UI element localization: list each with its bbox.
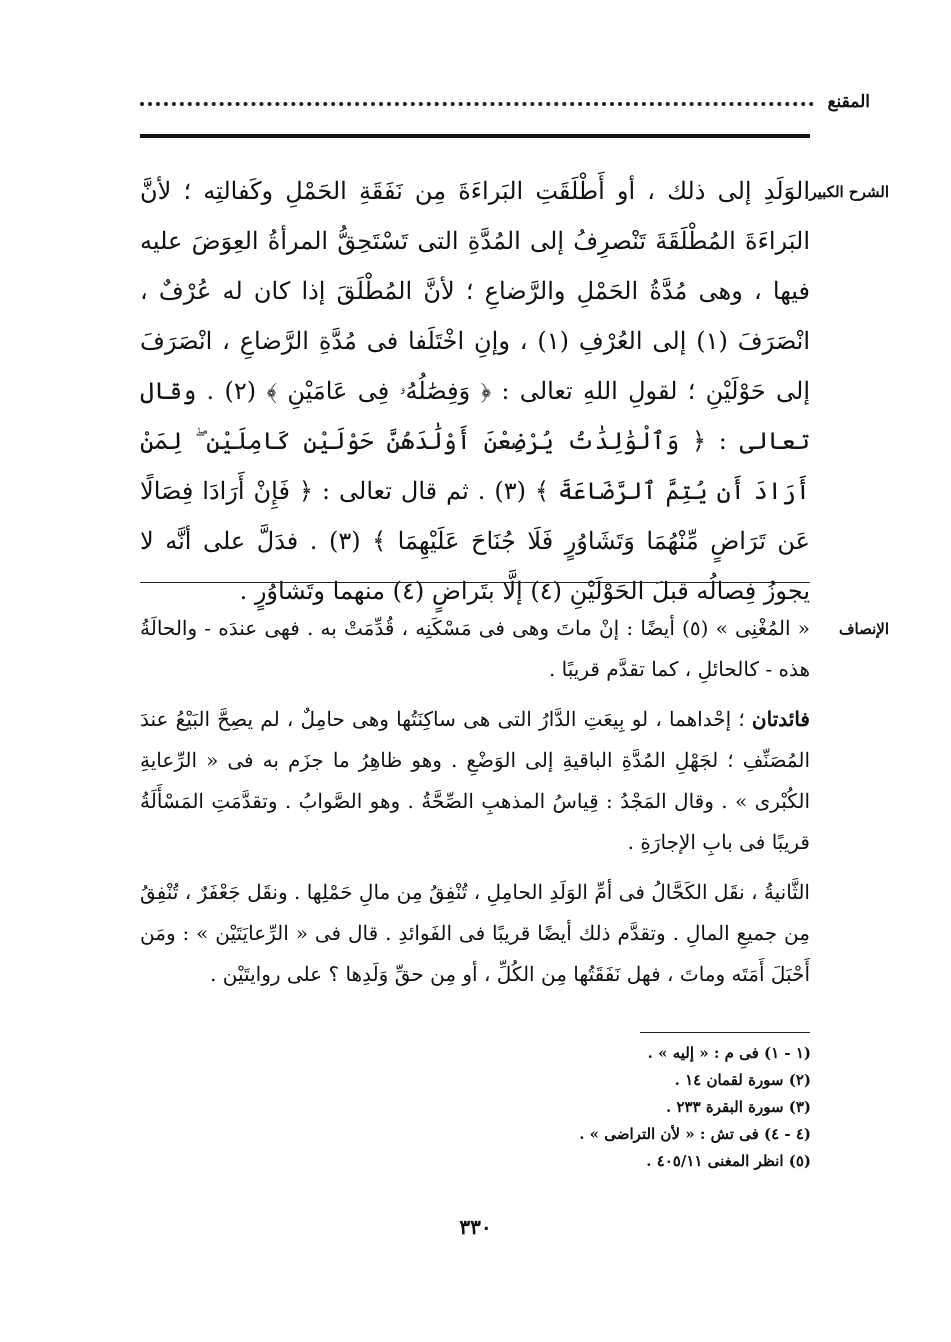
header-rule <box>140 134 810 138</box>
insaf-text-block <box>140 608 810 1004</box>
side-label-sharh: الشرح الكبير <box>809 183 889 201</box>
footnote-3: (٣) سورة البقرة ٢٣٣ . <box>666 1098 811 1116</box>
running-header <box>140 92 870 122</box>
footnote-4: (٤ - ٤) فى تش : « لأن التراضى » . <box>579 1125 811 1143</box>
insaf-paragraph-2 <box>140 699 810 863</box>
insaf-paragraph-3: الثَّانيةُ ، نقَل الكَحَّالُ فى أمِّ الوَلَدِ الحامِلِ ، تُنْفِقُ مِن مالِ حَمْلِها . ونقَل جَعْفَرٌ ، تُنْفِقُ مِن جميعِ المالِ . وتقدَّم ذلك أيضًا قريبًا فى الفَوائدِ . قال فى « الرِّعايَتَيْن » : ومَن أَحْبَلَ أَمَتَه وماتَ ، فهل نَفَقَتُها مِن الكُلِّ ، أو مِن حقِّ وَلَدِها ؟ على روايتَيْن . <box>140 880 810 986</box>
insaf-paragraph-1: « المُغْنِى » (٥) أيضًا : إنْ ماتَ وهى فى مَسْكَنِه ، قُدِّمَتْ به . فهى عندَه - والحالَةُ هذه - كالحائلِ ، كما تقدَّم قريبًا . <box>140 616 810 681</box>
footnote-1: (١ - ١) فى م : « إليه » . <box>647 1044 811 1062</box>
footnotes <box>411 1040 811 1175</box>
running-header-title: المقنع <box>827 92 870 112</box>
footnote-2: (٢) سورة لقمان ١٤ . <box>674 1071 811 1089</box>
side-label-insaf: الإنصاف <box>838 620 889 638</box>
page-number: ٣٣٠ <box>459 1215 492 1239</box>
sharh-paragraph: الوَلَدِ إلى ذلك ، أو أَطْلَقَتِ البَراءَةَ مِن نَفَقَةِ الحَمْلِ وكَفالتِه ؛ لأنَّ البَراءَةَ المُطْلَقَةَ تَنْصرِفُ إلى المُدَّةِ التى تَسْتَحِقُّ المرأةُ العِوَضَ عليه فيها ، وهى مُدَّةُ الحَمْلِ والرَّضاعِ ؛ لأنَّ المُطْلَقَ إذا كان له عُرْفٌ ، انْصَرَفَ (١) إلى العُرْفِ (١) ، وإنِ اخْتَلَفا فى مُدَّةِ الرَّضاعِ ، انْصَرَفَ إلى حَوْلَيْنِ ؛ لقولِ اللهِ تعالى : ﴿ وَفِصَٰلُهُۥ فِى عَامَيْنِ ﴾ (٢) . وقال تعالى : ﴿ وَٱلْوَٰلِدَٰتُ يُرْضِعْنَ أَوْلَٰدَهُنَّ حَوْلَيْنِ كَامِلَيْنِ ۖ لِمَنْ أَرَادَ أَن يُتِمَّ ٱلرَّضَاعَةَ ﴾ (٣) . ثم قال تعالى : ﴿ فَإِنْ أَرَادَا فِصَالًا عَن تَرَاضٍ مِّنْهُمَا وَتَشَاوُرٍ فَلَا جُنَاحَ عَلَيْهِمَا ﴾ (٣) . فدَلَّ على أنَّه لا يجوزُ فِصالُه قبلَ الحَوْلَيْنِ (٤) إلَّا بتَراضٍ (٤) منهما وتَشاوُرٍ . <box>140 177 810 605</box>
insaf-paragraph-2-body: ؛ إحْداهما ، لو بِيعَتِ الدَّارُ التى هى ساكِنَتُها وهى حامِلٌ ، لم يصِحَّ البَيْعُ عندَ المُصَنِّفِ ؛ لجَهْلِ المُدَّةِ الباقيةِ إلى الوَضْعِ . وهو ظاهِرُ ما جزَم به فى « الرِّعايةِ الكُبْرى » . وقال المَجْدُ : قِياسُ المذهبِ الصِّحَّةُ . وهو الصَّوابُ . وتقدَّمَتِ المَسْأَلَةُ قريبًا فى بابِ الإجارَةِ . <box>140 707 810 854</box>
footnote-rule <box>640 1032 810 1033</box>
footnote-5: (٥) انظر المغنى ٤٠٥/١١ . <box>646 1152 811 1170</box>
section-divider <box>140 582 810 583</box>
header-dotted-leader <box>140 102 814 106</box>
paragraph-lead-word: فائدتان <box>751 707 810 731</box>
sharh-text-block <box>140 166 810 616</box>
